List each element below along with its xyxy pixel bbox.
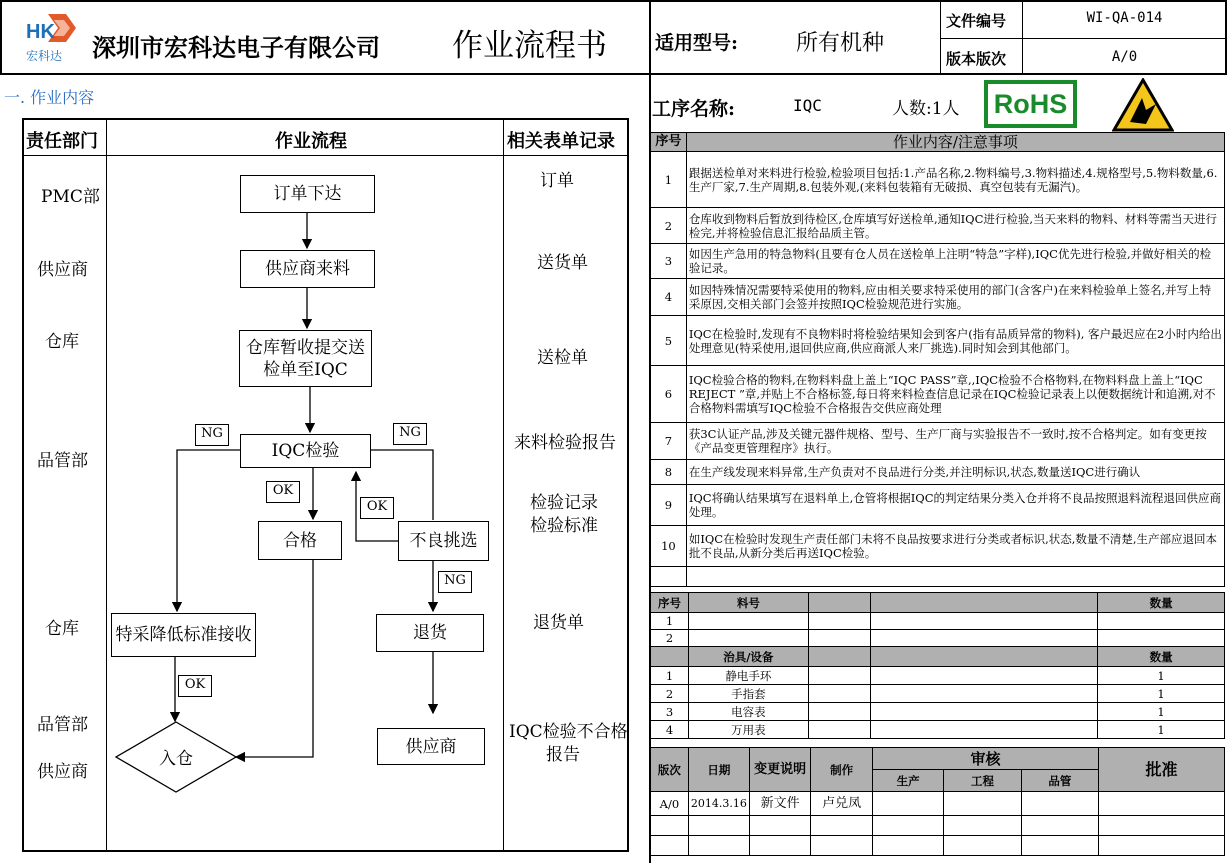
record-label: IQC检验不合格 <box>509 722 628 742</box>
tools-name-header: 治具/设备 <box>688 647 808 667</box>
rev-maker-header: 制作 <box>811 748 873 792</box>
step-no: 4 <box>651 279 687 316</box>
step-no: 8 <box>651 460 687 485</box>
dept-label: 供应商 <box>37 260 88 280</box>
step-no: 3 <box>651 244 687 279</box>
rev-eng-header: 工程 <box>944 770 1021 792</box>
flow-pass: 合格 <box>258 521 342 560</box>
model-value: 所有机种 <box>796 31 885 56</box>
section-title: 一. 作业内容 <box>4 88 95 107</box>
tool-name: 电容表 <box>688 703 808 721</box>
step-text: IQC将确认结果填写在退料单上,仓管将根据IQC的判定结果分类入仓并将不良品按照退料流程退回供应商处理。 <box>686 485 1224 526</box>
tool-name: 万用表 <box>688 721 808 739</box>
docno-label: 文件编号 <box>946 12 1007 30</box>
tool-name: 手指套 <box>688 685 808 703</box>
step-text: 如IQC在检验时发现生产责任部门未将不良品按要求进行分类或者标识,状态,数量不清楚,生产部应退回本批不良品,从新分类后再送IQC检验。 <box>686 526 1224 567</box>
col-flow: 作业流程 <box>275 131 347 152</box>
step-text: 如因生产急用的特急物料(且要有仓人员在送检单上注明“特急”字样),IQC优先进行检验,并做好相关的检验记录。 <box>686 244 1224 279</box>
record-label: 退货单 <box>533 613 584 633</box>
record-label: 送货单 <box>537 253 588 273</box>
step-text: 获3C认证产品,涉及关键元器件规格、型号、生产厂商与实验报告不一致时,按不合格判定。如有变更按《产品变更管理程序》执行。 <box>686 423 1224 460</box>
flow-supplier: 供应商 <box>377 728 485 765</box>
rev-desc-header: 变更说明 <box>749 748 811 792</box>
version-label: 版本版次 <box>946 50 1007 68</box>
ng-tag: NG <box>438 571 472 593</box>
record-label: 送检单 <box>537 348 588 368</box>
tool-qty: 1 <box>1098 667 1225 685</box>
ok-tag: OK <box>266 481 300 503</box>
docno-value: WI-QA-014 <box>1086 10 1163 26</box>
steps-no-header: 序号 <box>651 133 687 152</box>
model-label: 适用型号: <box>655 32 739 54</box>
step-text: IQC在检验时,发现有不良物料时将检验结果知会到客户(指有品质异常的物料), 客户最迟应在2小时内给出处理意见(特采使用,退回供应商,供应商派人来厂挑选).同时知会到其他部门。 <box>686 316 1224 366</box>
header-divider <box>940 38 1227 39</box>
ok-tag: OK <box>360 497 394 519</box>
dept-label: 仓库 <box>45 332 79 352</box>
svg-text:HK: HK <box>26 21 55 43</box>
flow-store: 入仓 <box>159 749 193 769</box>
ng-tag: NG <box>393 423 427 445</box>
dept-label: PMC部 <box>41 187 100 207</box>
steps-table <box>650 132 1225 587</box>
step-no: 7 <box>651 423 687 460</box>
tool-no: 3 <box>651 703 689 721</box>
version-value: A/0 <box>1111 49 1138 65</box>
rev-review-header: 审核 <box>872 748 1098 770</box>
material-row-no: 2 <box>651 630 689 647</box>
rev-ver-header: 版次 <box>651 748 689 792</box>
record-label: 来料检验报告 <box>514 433 616 453</box>
flow-special-accept: 特采降低标准接收 <box>111 613 256 657</box>
company-name: 深圳市宏科达电子有限公司 <box>92 33 380 62</box>
tool-qty: 1 <box>1098 721 1225 739</box>
people-value: 1人 <box>931 99 960 119</box>
step-text: 仓库收到物料后暂放到待检区,仓库填写好送检单,通知IQC进行检验,当天来料的物料、材料等需当天进行检完,并将检验信息汇报给品质主管。 <box>686 208 1224 244</box>
step-no: 9 <box>651 485 687 526</box>
material-row-no: 1 <box>651 613 689 630</box>
record-label: 检验标准 <box>530 516 598 536</box>
step-no: 5 <box>651 316 687 366</box>
tool-name: 静电手环 <box>688 667 808 685</box>
rev-desc: 新文件 <box>749 792 811 816</box>
flow-warehouse <box>239 330 372 387</box>
flow-reject: 不良挑选 <box>398 521 489 561</box>
rev-date: 2014.3.16 <box>688 792 749 816</box>
rev-maker: 卢兑凤 <box>811 792 873 816</box>
dept-label: 供应商 <box>37 762 88 782</box>
doc-title: 作业流程书 <box>452 28 607 64</box>
steps-content-header: 作业内容/注意事项 <box>686 133 1224 152</box>
rev-ver: A/0 <box>651 792 689 816</box>
step-text: 如因特殊情况需要特采使用的物料,应由相关要求特采使用的部门(含客户)在来料检验单上签名,并写上特采原因,交相关部门会签并按照IQC检验规范进行实施。 <box>686 279 1224 316</box>
step-no: 10 <box>651 526 687 567</box>
step-text: IQC检验合格的物料,在物料料盘上盖上“IQC PASS”章,,IQC检验不合格物料,在物料料盘上盖上“IQC REJECT ”章,并贴上不合格标签,每日将来料检查信息记录在IQC检验记录表上以便数据统计和追溯,对不合格物料需填写IQC检验不合格报告交供应商处理 <box>686 366 1224 423</box>
people-label: 人数: <box>892 99 932 119</box>
tool-qty: 1 <box>1098 703 1225 721</box>
rev-date-header: 日期 <box>688 748 749 792</box>
people-count <box>892 94 960 119</box>
tool-no: 2 <box>651 685 689 703</box>
esd-warning-icon <box>1112 78 1174 132</box>
dept-label: 品管部 <box>37 715 88 735</box>
process-label: 工序名称: <box>652 98 736 120</box>
rohs-badge: RoHS <box>984 80 1077 128</box>
flow-warehouse-line2: 检单至IQC <box>263 359 348 380</box>
step-no: 1 <box>651 152 687 208</box>
step-no: 6 <box>651 366 687 423</box>
flow-supplier-in: 供应商来料 <box>240 250 375 288</box>
dept-label: 品管部 <box>37 451 88 471</box>
material-qty-header: 数量 <box>1098 593 1225 613</box>
rev-qc-header: 品管 <box>1021 770 1098 792</box>
step-text: 在生产线发现来料异常,生产负责对不良品进行分类,并注明标识,状态,数量送IQC进行确认 <box>686 460 1224 485</box>
record-label: 订单 <box>540 171 574 191</box>
ng-tag: NG <box>195 424 229 446</box>
tool-no: 1 <box>651 667 689 685</box>
revision-table <box>650 747 1225 856</box>
record-label: 检验记录 <box>530 493 598 513</box>
step-text: 跟据送检单对来料进行检验,检验项目包括:1.产品名称,2.物料编号,3.物料描述,4.规格型号,5.物料数量,6.生产厂家,7.生产周期,8.包装外观,(来料包装箱有无破损、真空包装有无漏汽)。 <box>686 152 1224 208</box>
rev-prod-header: 生产 <box>872 770 943 792</box>
record-label: 报告 <box>546 745 580 765</box>
flow-iqc: IQC检验 <box>240 434 371 468</box>
rev-approve-header: 批准 <box>1099 748 1225 792</box>
dept-label: 仓库 <box>45 619 79 639</box>
flow-return: 退货 <box>376 614 484 652</box>
tool-qty: 1 <box>1098 685 1225 703</box>
material-no-header: 序号 <box>651 593 689 613</box>
step-no: 2 <box>651 208 687 244</box>
col-record: 相关表单记录 <box>507 131 615 152</box>
flow-warehouse-line1: 仓库暂收提交送 <box>246 337 365 358</box>
svg-text:宏科达: 宏科达 <box>26 49 63 63</box>
process-value: IQC <box>793 96 822 115</box>
flow-order: 订单下达 <box>240 175 375 213</box>
material-name-header: 料号 <box>688 593 808 613</box>
materials-table <box>650 592 1225 739</box>
ok-tag: OK <box>178 675 212 697</box>
tool-no: 4 <box>651 721 689 739</box>
tools-qty-header: 数量 <box>1098 647 1225 667</box>
col-dept: 责任部门 <box>26 131 98 152</box>
